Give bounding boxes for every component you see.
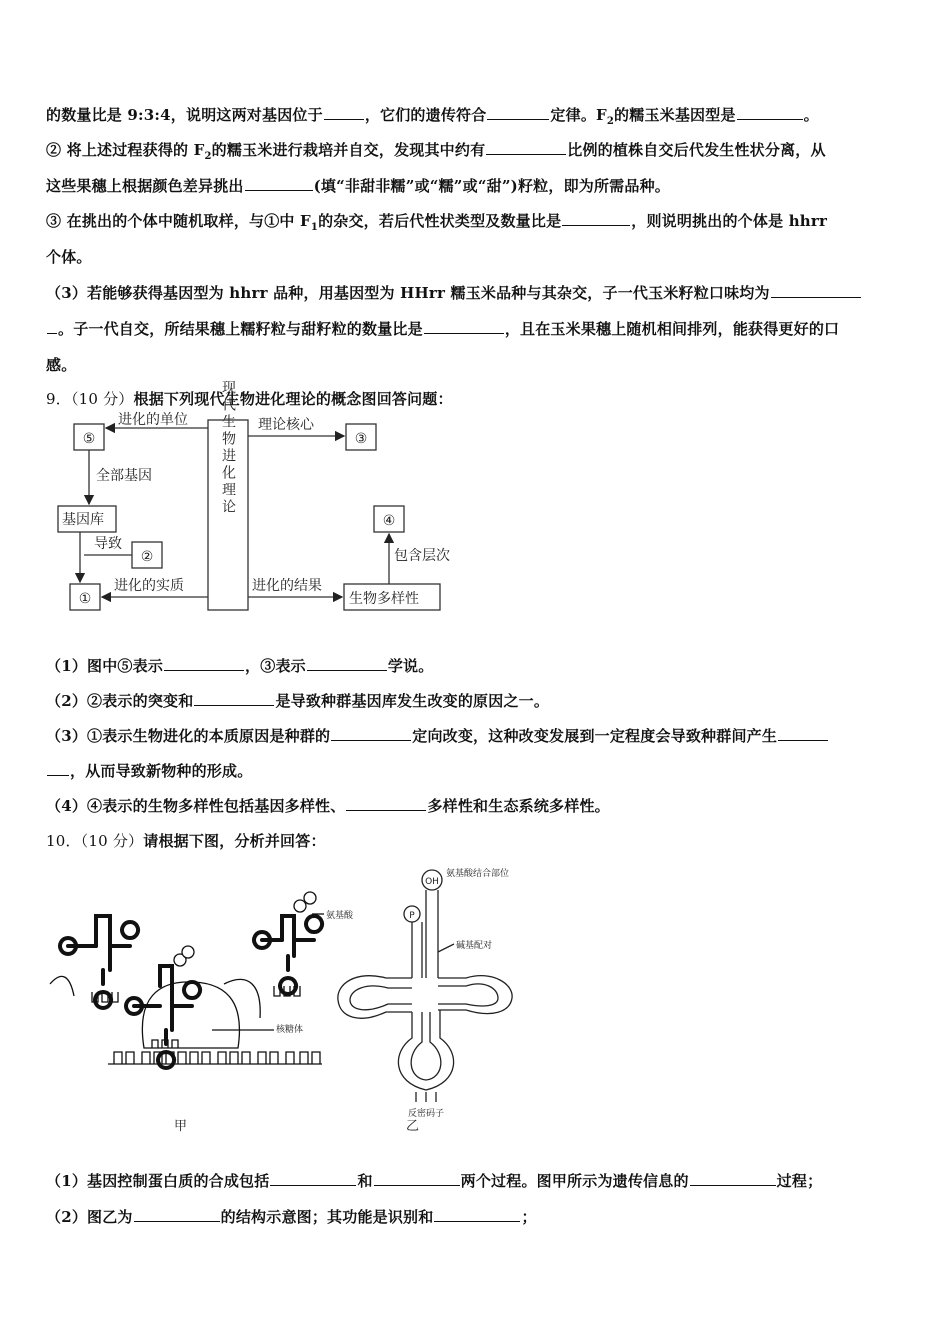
answer-blank[interactable] (307, 656, 387, 671)
q10-part2: （2）图乙为 的结构示意图；其功能是识别和 ； (46, 1208, 537, 1226)
answer-blank[interactable] (324, 105, 364, 120)
ribosome (142, 982, 239, 1048)
text-line-5: 个体。 (46, 248, 92, 266)
q9-part1: （1）图中⑤表示 ，③表示 学说。 (46, 657, 434, 675)
label-result: 进化的结果 (252, 578, 322, 594)
answer-blank[interactable] (194, 691, 274, 706)
answer-blank[interactable] (737, 105, 803, 120)
question-10-heading: 10．（10 分）请根据下图，分析并回答： (46, 832, 326, 850)
label-ribosome: 核糖体 (276, 1025, 304, 1035)
answer-blank[interactable] (164, 656, 244, 671)
label-unit: 进化的单位 (118, 412, 188, 428)
label-all-genes: 全部基因 (96, 468, 152, 484)
label-circle1: ① (78, 591, 92, 607)
answer-blank[interactable] (245, 176, 313, 191)
label-anticodon: 反密码子 (408, 1109, 445, 1119)
text-line-1: 的数量比是 9:3:4，说明这两对基因位于 ，它们的遗传符合 定律。$F_2$的糯玉米基因型是 。 (46, 106, 819, 127)
q9-part3-continued: ，从而导致新物种的形成。 (46, 760, 252, 781)
caption-jia: 甲 (174, 1119, 188, 1134)
answer-blank[interactable] (134, 1207, 220, 1222)
label-base-pair: 碱基配对 (456, 941, 493, 951)
label-lead: 导致 (94, 536, 122, 552)
text-line-8: 感。 (46, 356, 77, 374)
text-line-4: ③ 在挑出的个体中随机取样，与①中 $F_1$的杂交，若后代性状类型及数量比是 ，则说明挑出的个体是 hhrr (46, 212, 828, 233)
label-circle4: ④ (382, 513, 396, 529)
q9-part2: （2）②表示的突变和 是导致种群基因库发生改变的原因之一。 (46, 692, 550, 710)
trna-structure-figure (336, 860, 510, 1150)
answer-blank[interactable] (690, 1171, 776, 1186)
label-biodiversity: 生物多样性 (349, 591, 419, 607)
answer-blank[interactable] (424, 319, 504, 334)
q9-part3: （3）①表示生物进化的本质原因是种群的 定向改变，这种改变发展到一定程度会导致种群间产生 (46, 725, 829, 746)
label-oh: OH (425, 877, 439, 887)
answer-blank[interactable] (434, 1207, 520, 1222)
q9-part4: （4）④表示的生物多样性包括基因多样性、 多样性和生态系统多样性。 (46, 797, 610, 815)
label-circle5: ⑤ (82, 431, 96, 447)
answer-blank[interactable] (486, 140, 566, 155)
label-levels: 包含层次 (394, 548, 450, 564)
label-core: 理论核心 (258, 417, 314, 433)
label-amino-acid: 氨基酸 (326, 911, 354, 921)
answer-blank[interactable] (487, 105, 549, 120)
caption-yi: 乙 (406, 1119, 420, 1134)
text-line-7: 。子一代自交，所结果穗上糯籽粒与甜籽粒的数量比是 ，且在玉米果穗上随机相间排列，能获得更好的口 (46, 318, 839, 339)
translation-figure (48, 880, 354, 1140)
question-9-heading: 9．（10 分）根据下列现代生物进化理论的概念图回答问题： (46, 390, 453, 408)
label-center-title: 现代生物进化理论 (220, 380, 236, 516)
answer-blank[interactable] (771, 283, 861, 298)
text-line-3: 这些果穗上根据颜色差异挑出 (填“非甜非糯”或“糯”或“甜”)籽粒，即为所需品种。 (46, 177, 670, 195)
q10-part1: （1）基因控制蛋白质的合成包括 和 两个过程。图甲所示为遗传信息的 过程； (46, 1172, 823, 1190)
label-gene-pool: 基因库 (62, 512, 104, 528)
answer-blank[interactable] (374, 1171, 460, 1186)
label-circle2: ② (140, 549, 154, 565)
label-essence: 进化的实质 (114, 578, 184, 594)
label-circle3: ③ (354, 431, 368, 447)
answer-blank[interactable] (562, 211, 630, 226)
answer-blank[interactable] (346, 796, 426, 811)
answer-blank[interactable] (270, 1171, 356, 1186)
answer-blank[interactable] (331, 726, 411, 741)
answer-blank[interactable] (47, 319, 57, 334)
label-aa-site: 氨基酸结合部位 (446, 869, 510, 879)
amino-acid-icon (294, 900, 306, 912)
answer-blank[interactable] (47, 761, 69, 776)
text-line-2: ② 将上述过程获得的 $F_2$的糯玉米进行栽培并自交，发现其中约有 比例的植株自交后代发生性状分离，从 (46, 141, 826, 162)
answer-blank[interactable] (778, 726, 828, 741)
label-p: P (409, 911, 415, 921)
text-line-6: （3）若能够获得基因型为 hhrr 品种，用基因型为 HHrr 糯玉米品种与其杂交，子一代玉米籽粒口味均为 (46, 282, 862, 303)
